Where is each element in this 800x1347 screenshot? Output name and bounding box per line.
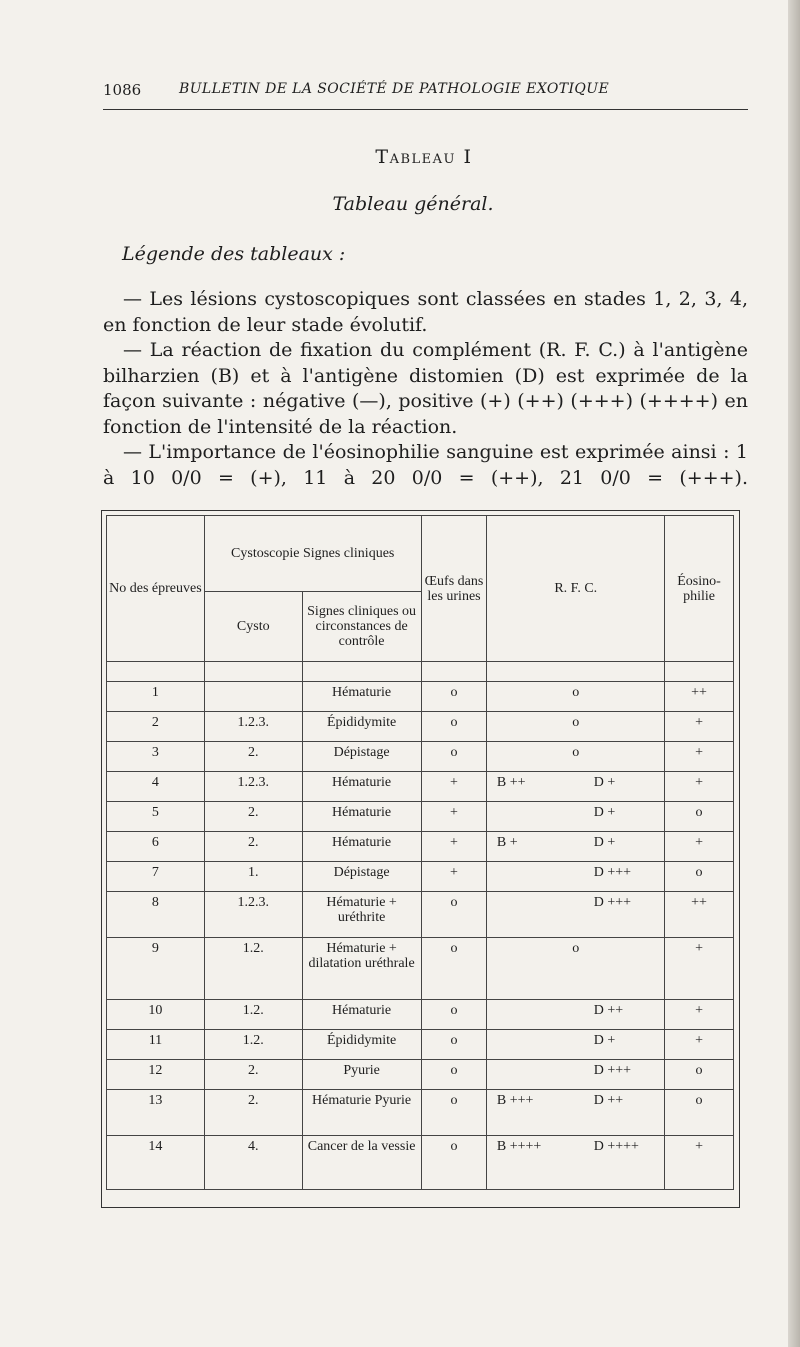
cell-cysto: 2. <box>204 802 302 832</box>
cell-cysto: 2. <box>204 1090 302 1136</box>
legend-text <box>103 287 748 491</box>
cell-eosino: ++ <box>665 682 734 712</box>
cell-rfc <box>487 712 665 742</box>
cell-signes: Hématurie <box>302 802 421 832</box>
cell-signes: Pyurie <box>302 1060 421 1090</box>
cell-oeufs: o <box>421 1030 487 1060</box>
cell-rfc <box>487 1060 665 1090</box>
header-rfc: R. F. C. <box>487 516 665 662</box>
cell-rfc <box>487 1090 665 1136</box>
cell-eosino: + <box>665 1030 734 1060</box>
rfc-bilharzien: B + <box>496 835 518 850</box>
cell-no: 14 <box>107 1136 205 1190</box>
rfc-distomien: D + <box>593 805 616 820</box>
rfc-distomien: D + <box>593 775 616 790</box>
table-spacer-row <box>107 662 734 682</box>
cell-signes: Épididymite <box>302 1030 421 1060</box>
rfc-distomien: D ++ <box>593 1003 624 1018</box>
table-row <box>107 1030 734 1060</box>
cell-eosino: o <box>665 802 734 832</box>
rfc-bilharzien: B ++ <box>496 775 526 790</box>
cell-cysto: 4. <box>204 1136 302 1190</box>
rfc-bilharzien: B ++++ <box>496 1139 542 1154</box>
cell-signes: Cancer de la vessie <box>302 1136 421 1190</box>
cell-eosino: o <box>665 862 734 892</box>
header-cysto: Cysto <box>204 592 302 662</box>
cell-cysto: 1.2.3. <box>204 772 302 802</box>
table-row <box>107 772 734 802</box>
running-title: BULLETIN DE LA SOCIÉTÉ DE PATHOLOGIE EXOTIQUE <box>179 81 610 97</box>
header-no: No des épreuves <box>107 516 205 662</box>
cell-no: 9 <box>107 938 205 1000</box>
cell-oeufs: + <box>421 772 487 802</box>
cell-rfc <box>487 1000 665 1030</box>
cell-cysto: 2. <box>204 832 302 862</box>
table-row <box>107 892 734 938</box>
cell-signes: Hématurie <box>302 832 421 862</box>
cell-rfc <box>487 1136 665 1190</box>
cell-eosino: + <box>665 772 734 802</box>
table-row <box>107 832 734 862</box>
table-row <box>107 742 734 772</box>
cell-oeufs: + <box>421 832 487 862</box>
rfc-value: o <box>572 685 580 700</box>
cell-eosino: o <box>665 1060 734 1090</box>
cell-no: 5 <box>107 802 205 832</box>
cell-rfc <box>487 1030 665 1060</box>
cell-signes: Épididymite <box>302 712 421 742</box>
cell-rfc <box>487 892 665 938</box>
cell-cysto: 1.2.3. <box>204 892 302 938</box>
table-row <box>107 862 734 892</box>
rfc-value: o <box>572 941 580 956</box>
header-cystoscopie: Cystoscopie Signes cliniques <box>204 516 421 592</box>
cell-oeufs: o <box>421 1090 487 1136</box>
table-row <box>107 682 734 712</box>
cell-signes: Hématurie Pyurie <box>302 1090 421 1136</box>
cell-oeufs: o <box>421 1136 487 1190</box>
cell-cysto: 1.2.3. <box>204 712 302 742</box>
cell-no: 11 <box>107 1030 205 1060</box>
rfc-distomien: D +++ <box>593 1063 632 1078</box>
table-row <box>107 938 734 1000</box>
cell-cysto: 2. <box>204 1060 302 1090</box>
cell-cysto: 1.2. <box>204 1030 302 1060</box>
cell-eosino: + <box>665 832 734 862</box>
legend-title: Légende des tableaux : <box>122 243 346 265</box>
rfc-distomien: D ++ <box>593 1093 624 1108</box>
cell-no: 4 <box>107 772 205 802</box>
cell-no: 10 <box>107 1000 205 1030</box>
general-table-frame <box>101 510 740 1208</box>
page-header <box>103 81 748 103</box>
cell-oeufs: o <box>421 892 487 938</box>
table-row <box>107 802 734 832</box>
cell-signes: Hématurie <box>302 772 421 802</box>
cell-eosino: ++ <box>665 892 734 938</box>
cell-eosino: + <box>665 1136 734 1190</box>
rfc-distomien: D +++ <box>593 895 632 910</box>
cell-no: 3 <box>107 742 205 772</box>
cell-rfc <box>487 938 665 1000</box>
cell-no: 6 <box>107 832 205 862</box>
cell-eosino: + <box>665 712 734 742</box>
cell-eosino: o <box>665 1090 734 1136</box>
header-signes: Signes cliniques ou circonstances de contrôle <box>302 592 421 662</box>
cell-eosino: + <box>665 1000 734 1030</box>
rfc-distomien: D + <box>593 835 616 850</box>
table-subtitle: Tableau général. <box>332 193 494 215</box>
cell-oeufs: o <box>421 712 487 742</box>
table-row <box>107 712 734 742</box>
header-rule <box>103 109 748 110</box>
cell-signes: Hématurie + dilatation uréthrale <box>302 938 421 1000</box>
cell-eosino: + <box>665 938 734 1000</box>
cell-no: 12 <box>107 1060 205 1090</box>
header-oeufs: Œufs dans les urines <box>421 516 487 662</box>
cell-rfc <box>487 682 665 712</box>
rfc-distomien: D ++++ <box>593 1139 639 1154</box>
cell-oeufs: o <box>421 938 487 1000</box>
cell-cysto <box>204 682 302 712</box>
cell-rfc <box>487 832 665 862</box>
cell-cysto: 1.2. <box>204 1000 302 1030</box>
cell-rfc <box>487 742 665 772</box>
cell-oeufs: + <box>421 802 487 832</box>
page-number: 1086 <box>103 81 142 99</box>
cell-cysto: 1. <box>204 862 302 892</box>
cell-no: 7 <box>107 862 205 892</box>
rfc-distomien: D + <box>593 1033 616 1048</box>
table-row <box>107 1060 734 1090</box>
cell-oeufs: + <box>421 862 487 892</box>
header-eosino: Éosino-philie <box>665 516 734 662</box>
table-row <box>107 1136 734 1190</box>
cell-signes: Dépistage <box>302 862 421 892</box>
rfc-distomien: D +++ <box>593 865 632 880</box>
cell-eosino: + <box>665 742 734 772</box>
rfc-value: o <box>572 715 580 730</box>
table-row <box>107 1000 734 1030</box>
cell-signes: Hématurie + uréthrite <box>302 892 421 938</box>
cell-oeufs: o <box>421 742 487 772</box>
legend-paragraph: — L'importance de l'éosinophilie sanguine est exprimée ainsi : 1 à 10 0/0 = (+), 11 à 20 0/0 = (++), 21 0/0 = (+++). <box>103 441 748 489</box>
cell-no: 8 <box>107 892 205 938</box>
rfc-value: o <box>572 745 580 760</box>
table-row <box>107 1090 734 1136</box>
cell-no: 13 <box>107 1090 205 1136</box>
cell-cysto: 2. <box>204 742 302 772</box>
cell-signes: Hématurie <box>302 682 421 712</box>
cell-oeufs: o <box>421 1000 487 1030</box>
cell-rfc <box>487 772 665 802</box>
general-table <box>106 515 734 1190</box>
rfc-bilharzien: B +++ <box>496 1093 534 1108</box>
legend-paragraph: — Les lésions cystoscopiques sont classées en stades 1, 2, 3, 4, en fonction de leur stade évolutif. <box>103 288 748 336</box>
cell-signes: Hématurie <box>302 1000 421 1030</box>
cell-oeufs: o <box>421 682 487 712</box>
cell-rfc <box>487 802 665 832</box>
cell-no: 1 <box>107 682 205 712</box>
cell-signes: Dépistage <box>302 742 421 772</box>
cell-rfc <box>487 862 665 892</box>
cell-oeufs: o <box>421 1060 487 1090</box>
legend-paragraph: — La réaction de fixation du complément (R. F. C.) à l'antigène bilharzien (B) et à l'antigène distomien (D) est exprimée de la façon suivante : négative (—), positive (+) (++) (+++) (++++) en fonction de l'intensité de la réaction. <box>103 339 748 438</box>
table-title: Tableau I <box>375 146 473 168</box>
cell-cysto: 1.2. <box>204 938 302 1000</box>
cell-no: 2 <box>107 712 205 742</box>
